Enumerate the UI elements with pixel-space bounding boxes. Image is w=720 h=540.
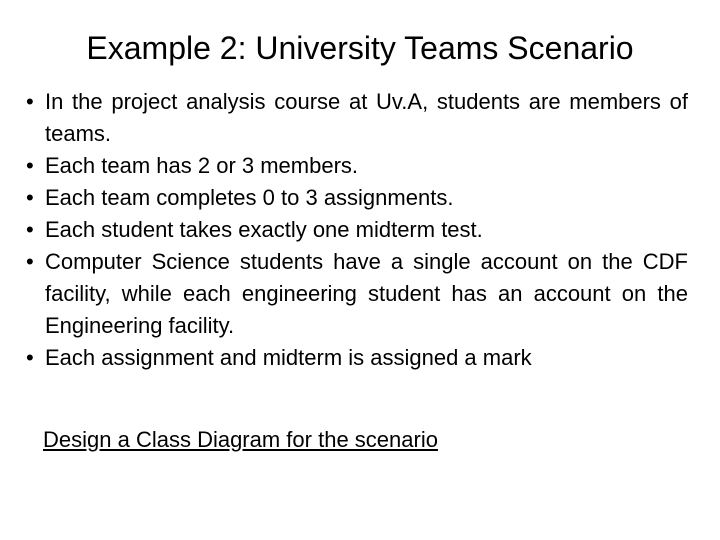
bullet-text: Computer Science students have a single account on the CDF facility, while each engineering student has an account on the Engineering facility. bbox=[45, 249, 688, 338]
bullet-item bbox=[26, 214, 688, 246]
bullet-item bbox=[26, 182, 688, 214]
bullet-marker: • bbox=[26, 89, 34, 114]
slide-title: Example 2: University Teams Scenario bbox=[86, 30, 634, 66]
bullet-marker: • bbox=[26, 217, 34, 242]
bullet-marker: • bbox=[26, 249, 34, 274]
bullet-item bbox=[26, 246, 688, 342]
bullet-marker: • bbox=[26, 185, 34, 210]
bullet-marker: • bbox=[26, 345, 34, 370]
bullet-marker: • bbox=[26, 153, 34, 178]
bullet-text: Each team has 2 or 3 members. bbox=[45, 153, 359, 178]
bullet-list bbox=[26, 86, 688, 374]
bullet-text: In the project analysis course at Uv.A, students are members of teams. bbox=[45, 89, 688, 146]
bullet-text: Each assignment and midterm is assigned a mark bbox=[45, 345, 532, 370]
bullet-text: Each team completes 0 to 3 assignments. bbox=[45, 185, 454, 210]
bullet-item bbox=[26, 86, 688, 150]
bullet-item bbox=[26, 150, 688, 182]
bullet-text: Each student takes exactly one midterm test. bbox=[45, 217, 483, 242]
bullet-item bbox=[26, 342, 688, 374]
task-prompt: Design a Class Diagram for the scenario bbox=[43, 427, 438, 452]
